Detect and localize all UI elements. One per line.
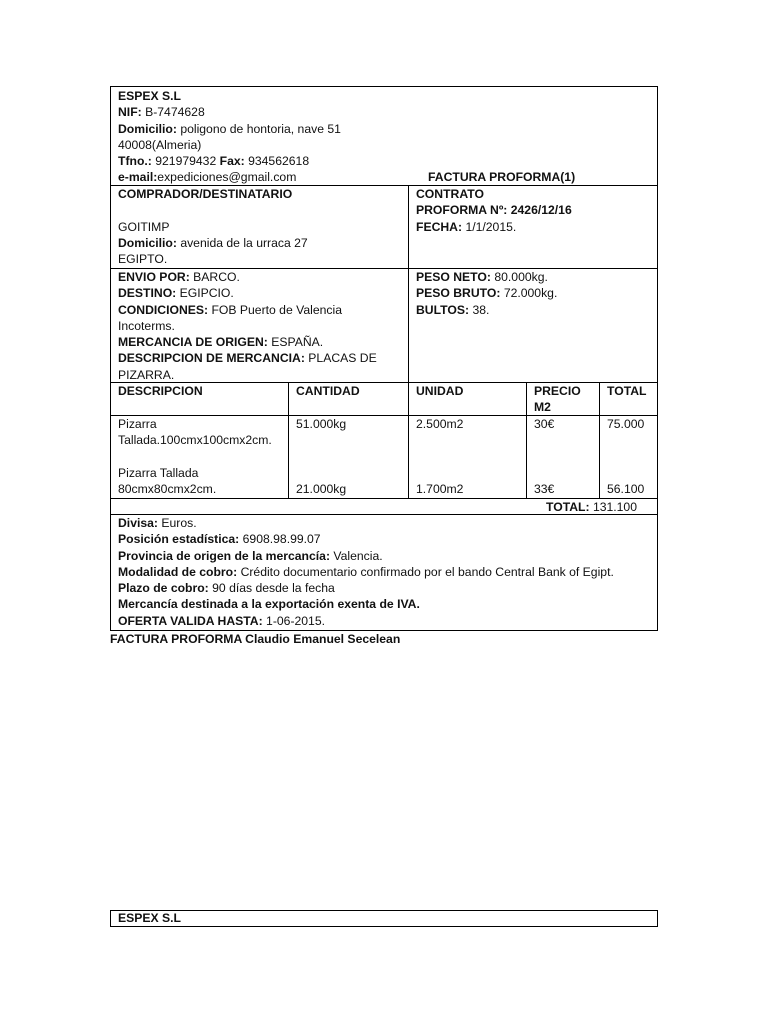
modalidad-label: Modalidad de cobro: xyxy=(118,564,238,579)
fecha-value: 1/1/2015. xyxy=(465,219,517,234)
posicion-label: Posición estadística: xyxy=(118,532,240,547)
peso-bruto-value: 72.000kg. xyxy=(503,286,558,301)
th-total: TOTAL xyxy=(599,382,657,416)
th-cantidad: CANTIDAD xyxy=(288,382,409,416)
origen-label: MERCANCIA DE ORIGEN: xyxy=(118,335,268,350)
td-unidad xyxy=(408,415,527,498)
provincia-label: Provincia de origen de la mercancía: xyxy=(118,548,331,563)
company-header xyxy=(111,87,657,186)
table-row-2-precio: 33€ xyxy=(534,482,555,497)
th-descripcion: DESCRIPCION xyxy=(111,382,289,416)
descripcion-mercancia-label: DESCRIPCION DE MERCANCIA: xyxy=(118,351,305,366)
oferta-value: 1-06-2015. xyxy=(266,613,325,628)
descripcion-mercancia-value-2: PIZARRA. xyxy=(118,367,175,382)
envio-value: BARCO. xyxy=(193,270,240,284)
buyer-domicilio: avenida de la urraca 27 xyxy=(180,235,308,250)
table-row-1-desc-1: Pizarra xyxy=(118,417,157,431)
table-row-1-unidad: 2.500m2 xyxy=(416,417,464,431)
grand-total-row xyxy=(111,498,657,515)
table-row-1-precio: 30€ xyxy=(534,417,555,431)
peso-neto-value: 80.000kg. xyxy=(494,270,548,284)
td-cantidad xyxy=(288,415,409,498)
td-precio xyxy=(526,415,600,498)
grand-total-value: 131.100 xyxy=(592,500,637,514)
td-descripcion xyxy=(111,415,289,498)
fax-label: Fax: xyxy=(219,154,245,169)
table-row-2-total: 56.100 xyxy=(607,482,645,497)
document-title: FACTURA PROFORMA(1) xyxy=(428,170,576,185)
condiciones-value-2: Incoterms. xyxy=(118,318,175,333)
buyer-country: EGIPTO. xyxy=(118,252,168,267)
bottom-company-box xyxy=(110,910,658,927)
oferta-label: OFERTA VALIDA HASTA: xyxy=(118,613,263,628)
table-row-2-unidad: 1.700m2 xyxy=(416,482,464,497)
footer-note: FACTURA PROFORMA Claudio Emanuel Secelean xyxy=(110,632,401,646)
condiciones-value: FOB Puerto de Valencia xyxy=(211,302,342,317)
company-city: 40008(Almeria) xyxy=(118,137,202,152)
tfno-value: 921979432 xyxy=(155,154,217,169)
buyer-heading: COMPRADOR/DESTINATARIO xyxy=(118,187,293,201)
nif-label: NIF: xyxy=(118,105,142,120)
envio-label: ENVIO POR: xyxy=(118,270,190,284)
table-row-2-desc-2: 80cmx80cmx2cm. xyxy=(118,482,217,497)
tfno-label: Tfno.: xyxy=(118,154,152,169)
th-precio: PRECIO M2 xyxy=(526,382,600,416)
condiciones-label: CONDICIONES: xyxy=(118,302,209,317)
provincia-value: Valencia. xyxy=(333,548,383,563)
company-domicilio: poligono de hontoria, nave 51 xyxy=(180,121,341,136)
buyer-name: GOITIMP xyxy=(118,219,170,234)
bottom-company-name: ESPEX S.L xyxy=(118,911,181,925)
divisa-label: Divisa: xyxy=(118,516,158,530)
grand-total-label: TOTAL: xyxy=(545,500,590,514)
proforma-number: 2426/12/16 xyxy=(510,203,572,218)
email-value: expediciones@gmail.com xyxy=(157,170,297,185)
company-domicilio-label: Domicilio: xyxy=(118,121,177,136)
destino-label: DESTINO: xyxy=(118,286,177,301)
contract-heading: CONTRATO xyxy=(416,187,484,201)
table-row-2-desc-1: Pizarra Tallada xyxy=(118,465,199,480)
origen-value: ESPAÑA. xyxy=(271,335,324,350)
bultos-label: BULTOS: xyxy=(416,302,470,317)
divisa-value: Euros. xyxy=(161,516,197,530)
bultos-value: 38. xyxy=(472,302,490,317)
table-row-1-desc-2: Tallada.100cmx100cmx2cm. xyxy=(118,433,272,448)
plazo-value: 90 días desde la fecha xyxy=(212,581,335,596)
fax-value: 934562618 xyxy=(248,154,310,169)
buyer-domicilio-label: Domicilio: xyxy=(118,235,177,250)
descripcion-mercancia-value: PLACAS DE xyxy=(308,351,377,366)
nif-value: B-7474628 xyxy=(145,105,205,120)
iva-note: Mercancía destinada a la exportación exenta de IVA. xyxy=(118,597,420,612)
modalidad-value: Crédito documentario confirmado por el bando Central Bank of Egipt. xyxy=(240,564,614,579)
invoice-box xyxy=(110,86,658,631)
peso-neto-label: PESO NETO: xyxy=(416,270,491,284)
terms-section xyxy=(111,514,657,630)
table-row-1-cantidad: 51.000kg xyxy=(296,417,347,431)
email-label: e-mail: xyxy=(118,170,158,185)
table-row-2-cantidad: 21.000kg xyxy=(296,482,347,497)
peso-bruto-label: PESO BRUTO: xyxy=(416,286,501,301)
th-unidad: UNIDAD xyxy=(408,382,527,416)
shipping-section xyxy=(111,268,409,383)
buyer-section xyxy=(111,185,409,268)
fecha-label: FECHA: xyxy=(416,219,463,234)
contract-section xyxy=(408,185,657,268)
proforma-label: PROFORMA Nº: xyxy=(416,203,508,218)
posicion-value: 6908.98.99.07 xyxy=(242,532,321,547)
table-row-1-total: 75.000 xyxy=(607,417,645,431)
company-name: ESPEX S.L xyxy=(118,89,181,103)
plazo-label: Plazo de cobro: xyxy=(118,581,209,596)
weights-section xyxy=(408,268,657,383)
td-total xyxy=(599,415,657,498)
destino-value: EGIPCIO. xyxy=(179,286,234,301)
